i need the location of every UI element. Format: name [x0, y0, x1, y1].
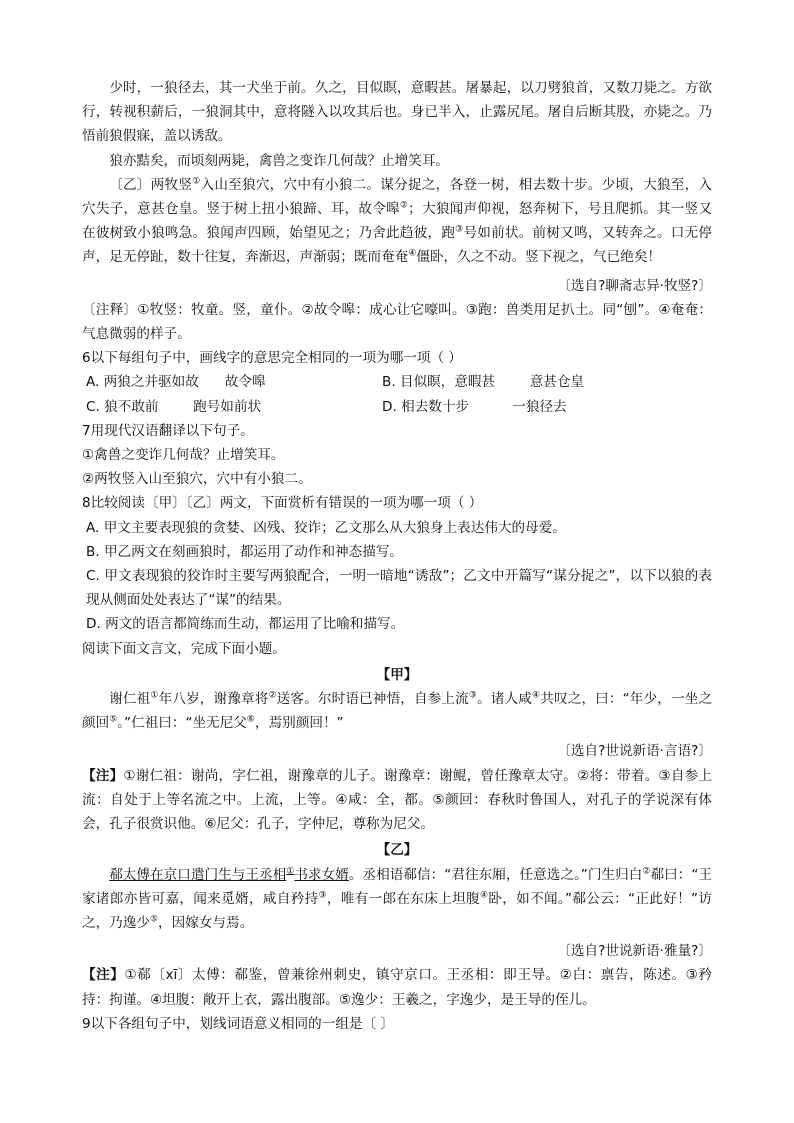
- question-6-option-d[interactable]: D. 相去数十步 一狼径去: [382, 398, 567, 415]
- yi-note-text: ①郗〔xī〕太傅：郗鉴，曾兼徐州刺史，镇守京口。王丞相：即王导。②白：禀告，陈述。③矜持：拘谨。④坦腹：敞开上衣，露出腹部。⑤逸少：王羲之，字逸少，是王导的侄儿。: [82, 967, 712, 1008]
- yi-heading: 【乙】: [376, 842, 418, 859]
- footnote-marker: ①: [286, 865, 295, 876]
- note-label: 【注】: [82, 967, 125, 984]
- yi-passage: [82, 863, 712, 936]
- question-8-option-d[interactable]: D. 两文的语言都简练而生动，都运用了比喻和描写。: [86, 616, 405, 633]
- jia-text: 谢仁祖: [109, 691, 151, 708]
- yi-text: 卧，如不闻。”郗公云：“正此好！”访之，乃逸少: [82, 890, 712, 931]
- jia-text: 送客。尔时语已神悟，自参上流: [276, 691, 469, 708]
- question-6-option-b[interactable]: B. 目似瞑，意暇甚 意甚仓皇: [382, 374, 585, 391]
- footnote-marker: ③: [318, 890, 327, 901]
- yi-wolf-text: 号如前状。前树又鸣，又转奔之。口无停声，足无停趾，数十往复，奔渐迟，声渐弱；既而奄奄: [82, 225, 712, 266]
- underlined-text: 郗太傅在京口遣门生与王丞相: [109, 866, 287, 883]
- jia-text: 共叹之，曰：“年少，一坐之颜回: [82, 691, 713, 732]
- yi-text: 郗曰：“王家诸郎亦皆可嘉，闻来觅婿，咸自矜持: [82, 866, 713, 907]
- yi-text: ，因嫁女与焉。: [158, 914, 254, 931]
- jia-heading: 【甲】: [376, 666, 418, 683]
- footnote-marker: ②: [268, 690, 277, 701]
- jia-text: 。诸人咸: [477, 691, 533, 708]
- jia-source: 〔选自?世说新语·言语?〕: [557, 743, 712, 760]
- jia-passage: [82, 687, 712, 735]
- footnote-marker: ⑥: [246, 714, 255, 725]
- yi-wolf-text: 僵卧，久之不动。竖下视之，气已绝矣！: [416, 249, 662, 266]
- question-9-stem: 9以下各组句子中，划线词语意义相同的一组是〔 〕: [82, 1015, 395, 1032]
- question-7-sentence-1: ①禽兽之变诈几何哉？止增笑耳。: [82, 447, 285, 464]
- question-8-option-c[interactable]: C. 甲文表现狼的狡诈时主要写两狼配合，一明一暗地“诱敌”；乙文中开篇写“谋分捉之”，以下以狼的表现从侧面处处表达了“谋”的结果。: [86, 568, 712, 609]
- footnote-marker: ①: [192, 176, 201, 187]
- yi-text: 。丞相语郗信：“君往东厢，任意选之。”门生归白: [348, 866, 643, 883]
- yi-source: 〔选自?世说新语·雅量?〕: [557, 943, 712, 960]
- jia-notes: [82, 764, 712, 837]
- yi-text: ，唯有一郎在东床上坦腹: [326, 890, 480, 907]
- underlined-text: 书求女婿: [294, 866, 349, 883]
- jia-wolf-paragraph-2: 狼亦黠矣，而顷刻两毙，禽兽之变诈几何哉？止增笑耳。: [109, 152, 450, 169]
- question-8-option-b[interactable]: B. 甲乙两文在刻画狼时，都运用了动作和神态描写。: [86, 543, 404, 560]
- jia-wolf-paragraph-1: 少时，一狼径去，其一犬坐于前。久之，目似瞑，意暇甚。屠暴起，以刀劈狼首，又数刀毙之。方欲行，转视积薪后，一狼洞其中，意将隧入以攻其后也。身已半入，止露尻尾。屠自后断其股，亦毙之。乃悟前狼假寐，盖以诱敌。: [82, 80, 712, 145]
- yi-notes: [82, 963, 712, 1011]
- yi-wolf-source: 〔选自?聊斋志异·牧竖?〕: [557, 277, 712, 294]
- question-7-stem: 7用现代汉语翻译以下句子。: [82, 422, 254, 439]
- jia-text: 年八岁，谢豫章将: [158, 691, 269, 708]
- footnote-marker: ④: [408, 248, 417, 259]
- jia-text: 。”仁祖曰：“坐无尼父: [117, 715, 247, 732]
- footnote-marker: ④: [532, 690, 541, 701]
- question-6-options-row-1: [82, 370, 712, 394]
- yi-wolf-text: 入山至狼穴，穴中有小狼二。谋分捉之，各登一树，相去数十步。少顷，大狼至，入穴失子，意甚仓皇。竖于树上扭小狼蹄、耳，故令嗥: [82, 176, 713, 218]
- yi-wolf-text: 〔乙〕两牧竖: [109, 176, 193, 193]
- footnote-marker: ②: [399, 200, 409, 211]
- question-6-stem: 6以下每组句子中，画线字的意思完全相同的一项为哪一项（ ）: [82, 350, 462, 367]
- reading-intro: 阅读下面文言文，完成下面小题。: [82, 640, 286, 657]
- footnote-marker: ③: [468, 690, 478, 701]
- yi-wolf-text: ；大狼闻声仰视，怒奔树下，号且爬抓。其一竖又在彼树致小狼鸣急。狼闻声四顾，始望见之；乃舍此趋彼，跑: [82, 201, 712, 242]
- note-label: 【注】: [82, 767, 124, 784]
- yi-wolf-notes: 〔注释〕①牧竖：牧童。竖，童仆。②故令嗥：成心让它嚎叫。③跑：兽类用足扒土。同“刨”。④奄奄：气息微弱的样子。: [82, 301, 712, 343]
- footnote-marker: ①: [150, 690, 159, 701]
- footnote-marker: ⑤: [149, 914, 159, 925]
- question-8-stem: 8比较阅读〔甲〕〔乙〕两文，下面赏析有错误的一项为哪一项（ ）: [82, 495, 483, 512]
- yi-wolf-passage: [82, 173, 712, 270]
- jia-note-text: ①谢仁祖：谢尚，字仁祖，谢豫章的儿子。谢豫章：谢鲲，曾任豫章太守。②将：带着。③自参上流：自处于上等名流之中。上流，上等。④咸：全，都。⑤颜回：春秋时鲁国人，对孔子的学说深有体会，孔子很赏识他。⑥尼父：孔子，字仲尼，尊称为尼父。: [82, 767, 712, 833]
- footnote-marker: ③: [455, 224, 464, 235]
- question-6-option-a[interactable]: A. 两狼之并驱如故 故令嗥: [86, 374, 266, 391]
- footnote-marker: ④: [479, 890, 489, 901]
- question-8-option-a[interactable]: A. 甲文主要表现狼的贪婪、凶残、狡诈；乙文那么从大狼身上表达伟大的母爱。: [86, 519, 566, 536]
- question-6-options-row-2: [82, 395, 712, 419]
- footnote-marker: ②: [642, 865, 651, 876]
- footnote-marker: ⑤: [109, 714, 118, 725]
- question-6-option-c[interactable]: C. 狼不敢前 跑号如前状: [86, 398, 262, 415]
- jia-text: ，焉别颜回！”: [254, 715, 344, 732]
- question-7-sentence-2: ②两牧竖入山至狼穴，穴中有小狼二。: [82, 471, 312, 488]
